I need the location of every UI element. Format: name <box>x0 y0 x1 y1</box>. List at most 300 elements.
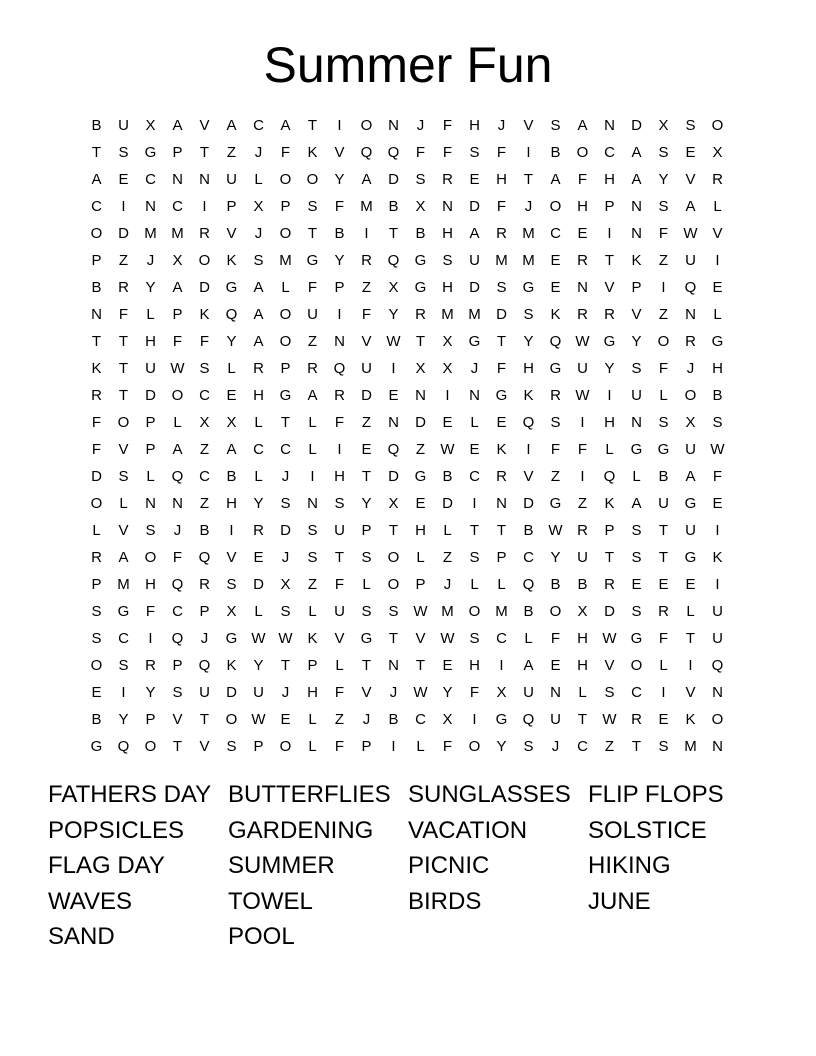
grid-letter: I <box>337 306 342 323</box>
grid-letter: T <box>172 738 183 755</box>
grid-letter: T <box>307 117 318 134</box>
grid-letter: O <box>90 657 103 674</box>
grid-letter: E <box>469 171 480 188</box>
grid-letter: S <box>469 144 480 161</box>
grid-letter: O <box>279 225 292 242</box>
grid-letter: E <box>550 279 561 296</box>
grid-letter: S <box>226 738 237 755</box>
grid-letter: K <box>226 252 237 269</box>
grid-letter: X <box>685 414 696 431</box>
grid-letter: Z <box>307 576 318 593</box>
grid-letter: H <box>307 684 318 701</box>
grid-letter: Z <box>118 252 129 269</box>
grid-letter: T <box>199 144 210 161</box>
grid-letter: T <box>388 630 399 647</box>
grid-letter: T <box>118 333 129 350</box>
grid-letter: I <box>391 360 396 377</box>
grid-letter: D <box>631 117 642 134</box>
grid-letter: E <box>712 279 723 296</box>
grid-letter: I <box>445 387 450 404</box>
grid-letter: W <box>386 333 401 350</box>
grid-letter: R <box>685 333 696 350</box>
grid-letter: F <box>334 198 345 215</box>
grid-letter: Y <box>145 279 156 296</box>
grid-letter: O <box>576 144 589 161</box>
grid-letter: E <box>442 414 453 431</box>
grid-letter: S <box>307 522 318 539</box>
grid-letter: G <box>522 279 535 296</box>
grid-letter: S <box>91 603 102 620</box>
grid-letter: L <box>362 576 371 593</box>
grid-letter: Q <box>711 657 724 674</box>
grid-letter: F <box>550 441 561 458</box>
grid-letter: U <box>226 171 237 188</box>
grid-letter: Z <box>604 738 615 755</box>
grid-letter: P <box>496 549 507 566</box>
grid-letter: R <box>604 576 615 593</box>
grid-letter: U <box>631 387 642 404</box>
grid-letter: A <box>523 657 534 674</box>
grid-letter: F <box>118 306 129 323</box>
grid-letter: S <box>469 630 480 647</box>
word-bank-item: SUMMER <box>228 852 335 879</box>
grid-letter: R <box>118 279 129 296</box>
grid-letter: S <box>334 495 345 512</box>
grid-letter: D <box>523 495 534 512</box>
grid-letter: P <box>415 576 426 593</box>
grid-letter: F <box>361 306 372 323</box>
grid-letter: O <box>90 495 103 512</box>
grid-letter: O <box>90 225 103 242</box>
grid-letter: X <box>415 198 426 215</box>
grid-letter: E <box>118 171 129 188</box>
word-bank-item: VACATION <box>408 816 528 844</box>
grid-letter: Y <box>361 495 372 512</box>
grid-letter: S <box>145 522 156 539</box>
grid-letter: K <box>496 441 507 458</box>
grid-letter: U <box>334 603 345 620</box>
grid-letter: C <box>604 144 615 161</box>
word-bank <box>48 777 768 955</box>
grid-letter: J <box>497 117 506 134</box>
word-bank-item: BUTTERFLIES <box>228 781 391 808</box>
grid-letter: H <box>577 630 588 647</box>
grid-letter: Y <box>496 738 507 755</box>
grid-letter: S <box>631 603 642 620</box>
grid-letter: K <box>307 630 318 647</box>
grid-letter: O <box>198 252 211 269</box>
grid-letter: S <box>172 684 183 701</box>
grid-letter: K <box>550 306 561 323</box>
grid-letter: W <box>575 333 590 350</box>
grid-letter: W <box>602 630 617 647</box>
grid-letter: L <box>686 603 695 620</box>
grid-letter: L <box>173 414 182 431</box>
grid-letter: L <box>497 576 506 593</box>
grid-letter: P <box>604 198 615 215</box>
grid-letter: I <box>715 522 720 539</box>
grid-letter: Q <box>333 360 346 377</box>
grid-letter: H <box>334 468 345 485</box>
grid-letter: A <box>577 117 588 134</box>
word-bank-item: HIKING <box>588 852 671 879</box>
word-bank-item: TOWEL <box>228 887 313 915</box>
grid-letter: X <box>199 414 210 431</box>
grid-letter: A <box>226 117 237 134</box>
grid-letter: U <box>577 360 588 377</box>
grid-letter: O <box>468 738 481 755</box>
grid-letter: I <box>391 738 396 755</box>
grid-letter: A <box>280 117 291 134</box>
grid-letter: C <box>631 684 642 701</box>
grid-letter: U <box>253 684 264 701</box>
grid-letter: E <box>415 495 426 512</box>
grid-letter: F <box>415 144 426 161</box>
grid-letter: Y <box>442 684 453 701</box>
grid-letter: M <box>441 603 454 620</box>
grid-letter: G <box>279 387 292 404</box>
word-bank-item: SAND <box>48 923 115 950</box>
grid-letter: W <box>440 630 455 647</box>
grid-letter: L <box>605 441 614 458</box>
grid-letter: P <box>145 711 156 728</box>
grid-letter: G <box>684 549 697 566</box>
grid-letter: H <box>415 522 426 539</box>
grid-letter: S <box>280 603 291 620</box>
grid-letter: I <box>121 684 126 701</box>
grid-letter: L <box>92 522 101 539</box>
grid-letter: O <box>468 603 481 620</box>
grid-letter: L <box>470 414 479 431</box>
grid-letter: R <box>361 252 372 269</box>
grid-letter: S <box>658 738 669 755</box>
grid-letter: F <box>334 576 345 593</box>
grid-letter: H <box>469 657 480 674</box>
grid-letter: D <box>199 279 210 296</box>
grid-letter: S <box>631 549 642 566</box>
grid-letter: C <box>469 468 480 485</box>
grid-letter: N <box>550 684 561 701</box>
grid-letter: Z <box>226 144 237 161</box>
grid-letter: L <box>578 684 587 701</box>
grid-letter: V <box>523 117 534 134</box>
grid-letter: Z <box>658 306 669 323</box>
grid-letter: S <box>118 468 129 485</box>
grid-letter: C <box>253 117 264 134</box>
grid-letter: A <box>307 387 318 404</box>
grid-letter: S <box>685 117 696 134</box>
grid-letter: L <box>659 657 668 674</box>
grid-letter: W <box>413 603 428 620</box>
grid-letter: R <box>577 252 588 269</box>
grid-letter: W <box>278 630 293 647</box>
grid-letter: T <box>91 333 102 350</box>
grid-letter: E <box>685 576 696 593</box>
grid-letter: N <box>631 414 642 431</box>
grid-letter: S <box>523 306 534 323</box>
grid-letter: O <box>684 387 697 404</box>
grid-letter: T <box>496 522 507 539</box>
word-bank-item: SUNGLASSES <box>408 781 571 808</box>
grid-letter: K <box>685 711 696 728</box>
word-bank-item: BIRDS <box>408 887 482 915</box>
grid-letter: B <box>523 522 534 539</box>
grid-letter: O <box>306 171 319 188</box>
grid-letter: I <box>580 468 585 485</box>
grid-letter: R <box>496 225 507 242</box>
grid-letter: V <box>604 657 615 674</box>
grid-letter: J <box>281 468 290 485</box>
grid-letter: Y <box>334 252 345 269</box>
grid-letter: O <box>549 198 562 215</box>
grid-letter: U <box>685 252 696 269</box>
grid-letter: F <box>334 414 345 431</box>
grid-letter: P <box>307 657 318 674</box>
grid-letter: E <box>550 252 561 269</box>
grid-letter: U <box>523 684 534 701</box>
grid-letter: G <box>144 144 157 161</box>
grid-letter: B <box>442 468 453 485</box>
grid-letter: G <box>414 279 427 296</box>
grid-letter: V <box>334 144 345 161</box>
grid-letter: Y <box>253 657 264 674</box>
grid-letter: L <box>308 441 317 458</box>
grid-letter: Z <box>199 495 210 512</box>
grid-letter: G <box>225 279 238 296</box>
grid-letter: V <box>226 549 237 566</box>
grid-letter: E <box>253 549 264 566</box>
grid-letter: Q <box>603 468 616 485</box>
grid-letter: G <box>117 603 130 620</box>
grid-letter: Y <box>334 171 345 188</box>
grid-letter: G <box>360 630 373 647</box>
grid-letter: I <box>148 630 153 647</box>
grid-letter: L <box>227 360 236 377</box>
grid-letter: X <box>226 603 237 620</box>
grid-letter: P <box>145 414 156 431</box>
grid-letter: V <box>199 117 210 134</box>
grid-letter: F <box>442 144 453 161</box>
grid-letter: P <box>280 360 291 377</box>
grid-letter: D <box>361 387 372 404</box>
grid-letter: I <box>337 441 342 458</box>
grid-letter: U <box>658 495 669 512</box>
grid-letter: S <box>658 198 669 215</box>
grid-letter: F <box>334 684 345 701</box>
grid-letter: O <box>144 549 157 566</box>
grid-letter: N <box>442 198 453 215</box>
grid-letter: Y <box>253 495 264 512</box>
grid-letter: K <box>523 387 534 404</box>
grid-letter: P <box>91 576 102 593</box>
grid-letter: S <box>118 657 129 674</box>
grid-letter: S <box>496 279 507 296</box>
grid-letter: U <box>199 684 210 701</box>
grid-letter: Q <box>549 333 562 350</box>
grid-letter: Y <box>226 333 237 350</box>
grid-letter: H <box>604 414 615 431</box>
grid-letter: W <box>440 441 455 458</box>
grid-letter: O <box>225 711 238 728</box>
grid-letter: A <box>91 171 102 188</box>
grid-letter: P <box>604 522 615 539</box>
grid-letter: H <box>712 360 723 377</box>
grid-letter: P <box>361 522 372 539</box>
grid-letter: R <box>496 468 507 485</box>
grid-letter: U <box>712 630 723 647</box>
grid-letter: R <box>658 603 669 620</box>
grid-letter: O <box>630 657 643 674</box>
grid-letter: Z <box>658 252 669 269</box>
grid-letter: R <box>415 306 426 323</box>
grid-letter: P <box>253 738 264 755</box>
grid-letter: R <box>307 360 318 377</box>
grid-letter: G <box>684 495 697 512</box>
grid-letter: F <box>577 171 588 188</box>
grid-letter: X <box>496 684 507 701</box>
grid-letter: S <box>307 198 318 215</box>
grid-letter: O <box>549 603 562 620</box>
grid-letter: X <box>253 198 264 215</box>
grid-letter: H <box>442 225 453 242</box>
grid-letter: U <box>577 549 588 566</box>
grid-letter: L <box>281 279 290 296</box>
grid-letter: M <box>684 738 697 755</box>
grid-letter: P <box>199 603 210 620</box>
grid-letter: U <box>712 603 723 620</box>
grid-letter: I <box>607 387 612 404</box>
grid-letter: H <box>145 333 156 350</box>
grid-letter: U <box>118 117 129 134</box>
grid-letter: D <box>388 171 399 188</box>
grid-letter: A <box>685 468 696 485</box>
grid-letter: W <box>548 522 563 539</box>
grid-letter: U <box>685 441 696 458</box>
grid-letter: X <box>388 279 399 296</box>
grid-letter: S <box>712 414 723 431</box>
grid-letter: L <box>713 306 722 323</box>
word-bank-item: POOL <box>228 923 295 950</box>
grid-letter: G <box>225 630 238 647</box>
grid-letter: V <box>685 171 696 188</box>
grid-letter: H <box>496 171 507 188</box>
grid-letter: S <box>469 549 480 566</box>
grid-letter: G <box>549 360 562 377</box>
grid-letter: C <box>199 468 210 485</box>
grid-letter: T <box>496 333 507 350</box>
grid-letter: T <box>307 225 318 242</box>
word-bank-item: FLIP FLOPS <box>588 781 724 808</box>
grid-letter: A <box>631 144 642 161</box>
grid-letter: P <box>91 252 102 269</box>
grid-letter: F <box>712 468 723 485</box>
grid-letter: S <box>658 144 669 161</box>
grid-letter: B <box>91 117 102 134</box>
grid-letter: A <box>550 171 561 188</box>
grid-letter: X <box>226 414 237 431</box>
grid-letter: P <box>361 738 372 755</box>
grid-letter: P <box>226 198 237 215</box>
grid-letter: R <box>253 360 264 377</box>
grid-letter: L <box>308 414 317 431</box>
grid-letter: Q <box>684 279 697 296</box>
grid-letter: K <box>604 495 615 512</box>
grid-letter: M <box>171 225 184 242</box>
grid-letter: K <box>307 144 318 161</box>
grid-letter: L <box>416 549 425 566</box>
grid-letter: F <box>280 144 291 161</box>
grid-letter: O <box>279 171 292 188</box>
grid-letter: F <box>496 144 507 161</box>
grid-letter: P <box>172 657 183 674</box>
grid-letter: Y <box>604 360 615 377</box>
grid-letter: I <box>229 522 234 539</box>
grid-letter: J <box>524 198 533 215</box>
page-title: Summer Fun <box>263 37 553 93</box>
grid-letter: I <box>580 414 585 431</box>
grid-letter: H <box>226 495 237 512</box>
grid-letter: P <box>280 198 291 215</box>
grid-letter: C <box>577 738 588 755</box>
grid-letter: R <box>91 387 102 404</box>
grid-letter: A <box>172 117 183 134</box>
grid-letter: H <box>577 657 588 674</box>
grid-letter: T <box>604 252 615 269</box>
grid-letter: V <box>685 684 696 701</box>
grid-letter: L <box>146 468 155 485</box>
grid-letter: C <box>523 549 534 566</box>
grid-letter: V <box>415 630 426 647</box>
grid-letter: F <box>307 279 318 296</box>
grid-letter: U <box>145 360 156 377</box>
grid-letter: F <box>145 603 156 620</box>
grid-letter: A <box>172 279 183 296</box>
grid-letter: E <box>658 576 669 593</box>
grid-letter: O <box>144 738 157 755</box>
grid-letter: F <box>550 630 561 647</box>
grid-letter: E <box>550 657 561 674</box>
grid-letter: S <box>631 360 642 377</box>
grid-letter: D <box>442 495 453 512</box>
grid-letter: R <box>550 387 561 404</box>
grid-letter: O <box>711 117 724 134</box>
grid-letter: B <box>388 198 399 215</box>
grid-letter: V <box>604 279 615 296</box>
grid-letter: U <box>469 252 480 269</box>
grid-letter: Y <box>118 711 129 728</box>
grid-letter: X <box>442 333 453 350</box>
grid-letter: W <box>575 387 590 404</box>
grid-letter: F <box>172 549 183 566</box>
grid-letter: Z <box>361 414 372 431</box>
grid-letter: H <box>523 360 534 377</box>
grid-letter: V <box>361 684 372 701</box>
grid-letter: I <box>310 468 315 485</box>
grid-letter: K <box>91 360 102 377</box>
grid-letter: F <box>496 198 507 215</box>
grid-letter: D <box>604 603 615 620</box>
grid-letter: I <box>688 657 693 674</box>
grid-letter: L <box>308 603 317 620</box>
grid-letter: D <box>388 468 399 485</box>
grid-letter: O <box>117 414 130 431</box>
grid-letter: N <box>712 684 723 701</box>
grid-letter: V <box>118 441 129 458</box>
grid-letter: S <box>253 252 264 269</box>
grid-letter: T <box>280 657 291 674</box>
grid-letter: Q <box>198 657 211 674</box>
grid-letter: F <box>469 684 480 701</box>
